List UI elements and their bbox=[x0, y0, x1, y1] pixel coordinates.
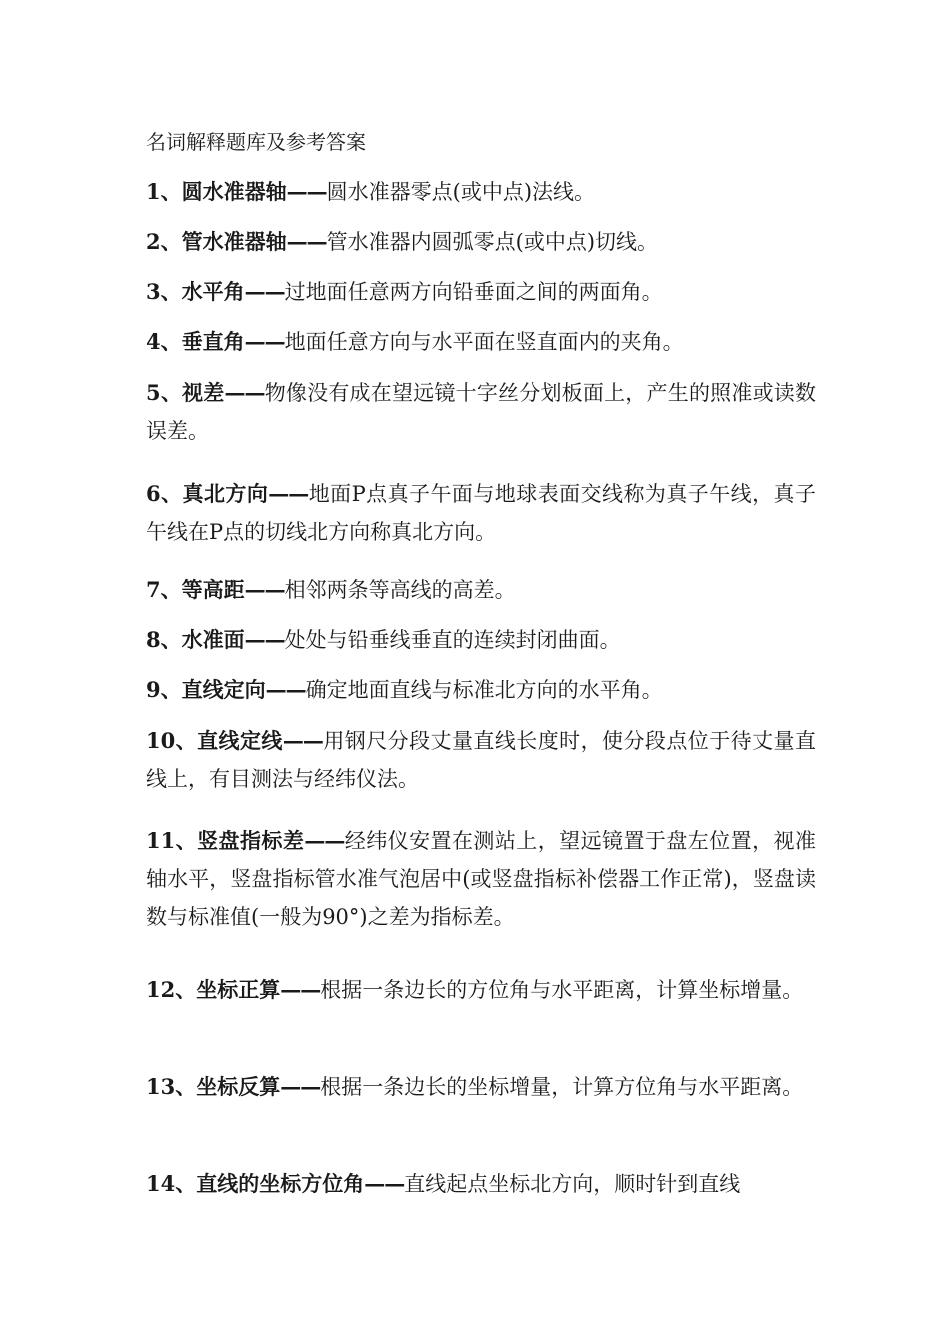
entry-definition: 地面P点真子午面与地球表面交线称为真子午线，真子午线在P点的切线北方向称真北方向。 bbox=[146, 482, 816, 544]
entry-6 bbox=[146, 475, 816, 551]
entry-number: 2、 bbox=[146, 229, 182, 254]
entry-separator: —— bbox=[304, 828, 345, 853]
entry-number: 11、 bbox=[146, 828, 198, 853]
entry-separator: —— bbox=[282, 728, 323, 753]
entry-13 bbox=[146, 1068, 816, 1106]
entry-number: 14、 bbox=[146, 1171, 197, 1196]
entry-separator: —— bbox=[244, 577, 285, 602]
entry-8 bbox=[146, 621, 816, 659]
entry-number: 1、 bbox=[146, 179, 182, 204]
entry-term: 坐标反算 bbox=[196, 1074, 281, 1099]
entry-number: 13、 bbox=[146, 1074, 197, 1099]
entry-1 bbox=[146, 173, 816, 211]
entry-separator: —— bbox=[224, 380, 265, 405]
entry-term: 视差 bbox=[182, 380, 225, 405]
entry-definition: 根据一条边长的坐标增量，计算方位角与水平距离。 bbox=[320, 1075, 804, 1099]
entry-3 bbox=[146, 273, 816, 311]
entry-definition: 管水准器内圆弧零点(或中点)切线。 bbox=[326, 230, 659, 254]
entry-term: 直线定向 bbox=[181, 677, 266, 702]
entry-definition: 确定地面直线与标准北方向的水平角。 bbox=[305, 678, 663, 702]
entry-definition: 直线起点坐标北方向，顺时针到直线 bbox=[404, 1172, 741, 1196]
entry-2 bbox=[146, 223, 816, 261]
entry-14 bbox=[146, 1165, 816, 1203]
document-title: 名词解释题库及参考答案 bbox=[146, 130, 366, 154]
entry-number: 3、 bbox=[146, 279, 182, 304]
entry-number: 8、 bbox=[146, 627, 182, 652]
entry-separator: —— bbox=[244, 329, 285, 354]
entry-term: 等高距 bbox=[181, 577, 245, 602]
entry-term: 直线的坐标方位角 bbox=[196, 1171, 365, 1196]
entry-term: 竖盘指标差 bbox=[197, 828, 305, 853]
entry-definition: 圆水准器零点(或中点)法线。 bbox=[326, 180, 596, 204]
entry-5 bbox=[146, 374, 816, 450]
entry-number: 7、 bbox=[146, 577, 182, 602]
entry-term: 水平角 bbox=[181, 279, 245, 304]
entry-separator: —— bbox=[244, 279, 285, 304]
entry-separator: —— bbox=[286, 229, 327, 254]
entry-11 bbox=[146, 822, 816, 936]
entry-term: 直线定线 bbox=[197, 728, 283, 753]
entry-separator: —— bbox=[280, 1074, 321, 1099]
entry-number: 10、 bbox=[146, 728, 198, 753]
entry-4 bbox=[146, 323, 816, 361]
entry-number: 9、 bbox=[146, 677, 182, 702]
entry-separator: —— bbox=[280, 977, 321, 1002]
entry-9 bbox=[146, 671, 816, 709]
entry-term: 管水准器轴 bbox=[181, 229, 287, 254]
entry-definition: 地面任意方向与水平面在竖直面内的夹角。 bbox=[284, 330, 684, 354]
entry-term: 真北方向 bbox=[182, 481, 269, 506]
entry-term: 水准面 bbox=[181, 627, 245, 652]
entry-separator: —— bbox=[265, 677, 306, 702]
entry-separator: —— bbox=[244, 627, 285, 652]
entry-7 bbox=[146, 571, 816, 609]
entry-definition: 用钢尺分段丈量直线长度时，使分段点位于待丈量直线上，有目测法与经纬仪法。 bbox=[146, 729, 816, 791]
entry-definition: 处处与铅垂线垂直的连续封闭曲面。 bbox=[284, 628, 621, 652]
entry-term: 垂直角 bbox=[181, 329, 245, 354]
entry-definition: 物像没有成在望远镜十字丝分划板面上，产生的照准或读数误差。 bbox=[146, 381, 817, 443]
entry-definition: 根据一条边长的方位角与水平距离，计算坐标增量。 bbox=[320, 978, 804, 1002]
entry-definition: 过地面任意两方向铅垂面之间的两面角。 bbox=[284, 280, 663, 304]
entry-number: 6、 bbox=[146, 481, 183, 506]
entry-10 bbox=[146, 722, 816, 798]
entry-number: 12、 bbox=[146, 977, 197, 1002]
entry-number: 4、 bbox=[146, 329, 182, 354]
entry-definition: 相邻两条等高线的高差。 bbox=[284, 578, 516, 602]
entry-number: 5、 bbox=[146, 380, 183, 405]
entry-definition: 经纬仪安置在测站上，望远镜置于盘左位置，视准轴水平，竖盘指标管水准气泡居中(或竖盘指标补偿器工作正常)，竖盘读数与标准值(一般为90°)之差为指标差。 bbox=[146, 829, 816, 929]
entry-term: 坐标正算 bbox=[196, 977, 281, 1002]
entry-separator: —— bbox=[364, 1171, 405, 1196]
entry-term: 圆水准器轴 bbox=[181, 179, 287, 204]
entry-separator: —— bbox=[268, 481, 309, 506]
entry-12 bbox=[146, 971, 816, 1009]
entry-separator: —— bbox=[286, 179, 327, 204]
